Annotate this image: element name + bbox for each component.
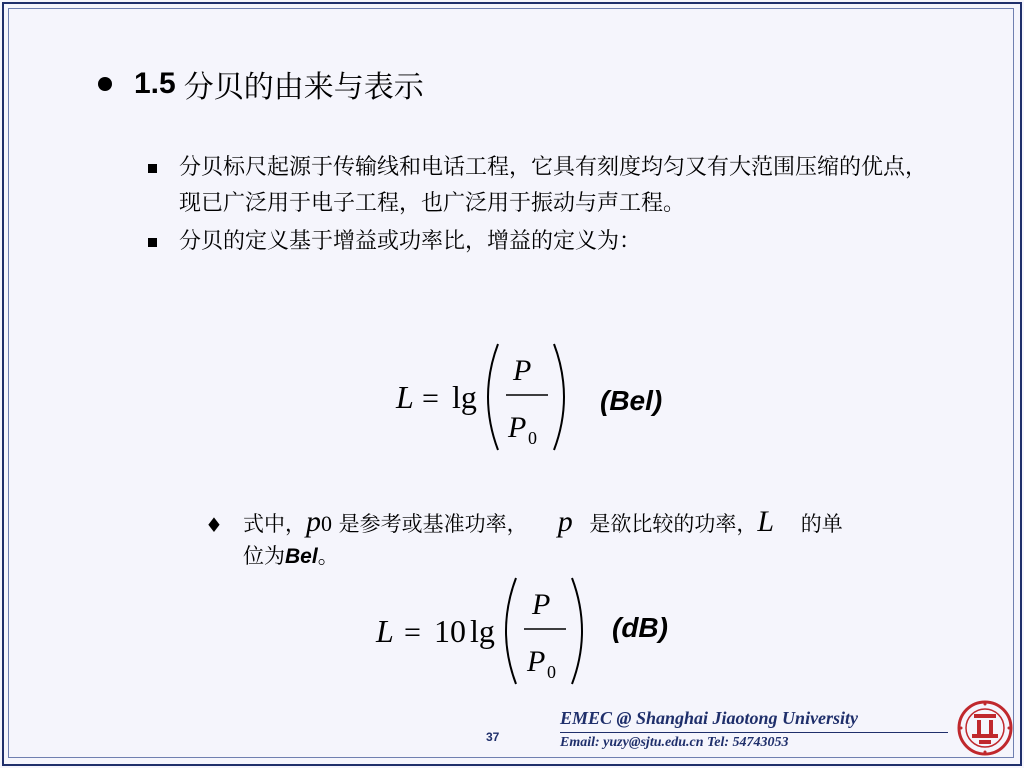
formula-db (370, 572, 600, 690)
note-prefix: 式中， (243, 512, 306, 536)
note-line-1 (243, 505, 843, 541)
formula-bel (390, 338, 580, 456)
note-p: p (557, 505, 573, 538)
formula-coef: 10 (434, 613, 466, 649)
title-text: 分贝的由来与表示 (183, 70, 424, 105)
formula-lhs: L (376, 613, 394, 649)
right-paren (554, 344, 564, 450)
bullet-item (148, 224, 928, 260)
note-bel: Bel (285, 545, 318, 568)
footer-institution: EMEC @ Shanghai Jiaotong University (560, 708, 859, 728)
footer-divider (560, 732, 948, 733)
bullet-item (148, 150, 928, 222)
square-bullet-icon (148, 164, 157, 173)
left-paren (488, 344, 498, 450)
formula-num: P (513, 354, 532, 387)
title-number: 1.5 (134, 67, 176, 100)
bullet-text: 分贝标尺起源于传输线和电话工程，它具有刻度均匀又有大范围压缩的优点，现已广泛用于电子工程，也广泛用于振动与声工程。 (179, 155, 928, 216)
formula-fn: lg (452, 379, 477, 415)
slide-title (98, 62, 424, 106)
note-line-2 (243, 539, 339, 574)
title-bullet-icon (98, 77, 112, 91)
diamond-bullet-icon: ♦ (205, 513, 223, 537)
note-mid1: 是参考或基准功率， (332, 512, 528, 536)
note-mid2: 是欲比较的功率， (582, 512, 758, 536)
formula-eq: = (404, 616, 421, 649)
bullet-text: 分贝的定义基于增益或功率比，增益的定义为： (179, 229, 642, 254)
note-L: L (757, 505, 775, 538)
formula-lhs: L (396, 379, 414, 415)
formula-fn: lg (470, 613, 495, 649)
formula-unit-db: (dB) (612, 612, 668, 643)
note-mid3: 的单 (794, 512, 843, 536)
formula-den: P (527, 645, 546, 678)
footer-contact: Email: yuzy@sjtu.edu.cn Tel: 54743053 (560, 735, 789, 750)
formula-den-sub: 0 (547, 662, 556, 682)
university-seal-icon (957, 700, 1013, 756)
note-line2-suffix: 。 (317, 544, 339, 568)
page-number: 37 (486, 730, 500, 744)
left-paren (506, 578, 516, 684)
formula-unit-bel: (Bel) (600, 385, 663, 416)
formula-num: P (532, 588, 551, 621)
note-p0: p (306, 505, 321, 538)
formula-eq: = (422, 382, 439, 415)
formula-den: P (508, 411, 527, 444)
note-line2-prefix: 位为 (243, 544, 285, 568)
note-p0-sub: 0 (321, 511, 332, 536)
bullet-list (148, 150, 928, 262)
right-paren (572, 578, 582, 684)
square-bullet-icon (148, 238, 157, 247)
formula-den-sub: 0 (528, 428, 537, 448)
